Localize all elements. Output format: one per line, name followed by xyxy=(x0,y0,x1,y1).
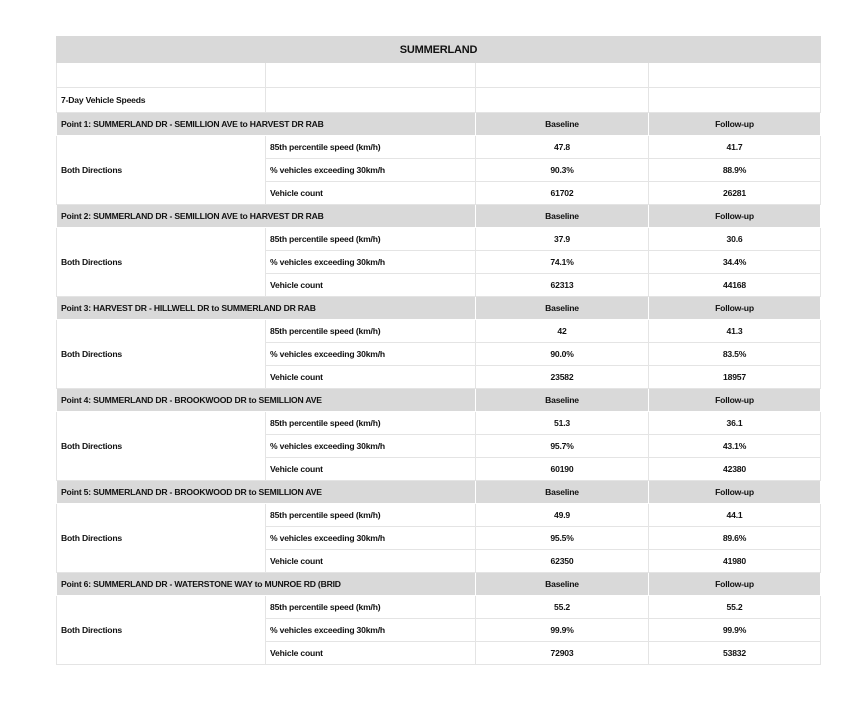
empty-cell xyxy=(476,63,649,88)
follow-up-value: 18957 xyxy=(649,366,821,389)
follow-up-header: Follow-up xyxy=(649,297,821,320)
section-name: Point 2: SUMMERLAND DR - SEMILLION AVE to HARVEST DR RAB xyxy=(57,205,476,228)
section-name: Point 1: SUMMERLAND DR - SEMILLION AVE to HARVEST DR RAB xyxy=(57,113,476,136)
metric-label: % vehicles exceeding 30km/h xyxy=(266,435,476,458)
follow-up-value: 26281 xyxy=(649,182,821,205)
table-title: SUMMERLAND xyxy=(57,37,821,63)
section-header-row xyxy=(57,481,821,504)
follow-up-header: Follow-up xyxy=(649,481,821,504)
follow-up-header: Follow-up xyxy=(649,205,821,228)
table-row xyxy=(57,504,821,527)
direction-label: Both Directions xyxy=(57,412,266,481)
follow-up-value: 44.1 xyxy=(649,504,821,527)
section-header-row xyxy=(57,297,821,320)
direction-label: Both Directions xyxy=(57,320,266,389)
metric-label: Vehicle count xyxy=(266,550,476,573)
baseline-value: 55.2 xyxy=(476,596,649,619)
metric-label: Vehicle count xyxy=(266,182,476,205)
table-row xyxy=(57,320,821,343)
baseline-value: 23582 xyxy=(476,366,649,389)
baseline-value: 37.9 xyxy=(476,228,649,251)
baseline-header: Baseline xyxy=(476,297,649,320)
section-name: Point 5: SUMMERLAND DR - BROOKWOOD DR to SEMILLION AVE xyxy=(57,481,476,504)
metric-label: % vehicles exceeding 30km/h xyxy=(266,159,476,182)
baseline-value: 95.7% xyxy=(476,435,649,458)
baseline-header: Baseline xyxy=(476,481,649,504)
direction-label: Both Directions xyxy=(57,596,266,665)
metric-label: % vehicles exceeding 30km/h xyxy=(266,251,476,274)
follow-up-header: Follow-up xyxy=(649,389,821,412)
direction-label: Both Directions xyxy=(57,136,266,205)
metric-label: 85th percentile speed (km/h) xyxy=(266,320,476,343)
table-row xyxy=(57,596,821,619)
follow-up-value: 43.1% xyxy=(649,435,821,458)
title-row xyxy=(57,37,821,63)
metric-label: % vehicles exceeding 30km/h xyxy=(266,527,476,550)
baseline-value: 74.1% xyxy=(476,251,649,274)
follow-up-value: 44168 xyxy=(649,274,821,297)
metric-label: 85th percentile speed (km/h) xyxy=(266,136,476,159)
baseline-header: Baseline xyxy=(476,573,649,596)
section-header-row xyxy=(57,113,821,136)
baseline-value: 72903 xyxy=(476,642,649,665)
baseline-value: 90.3% xyxy=(476,159,649,182)
metric-label: 85th percentile speed (km/h) xyxy=(266,596,476,619)
section-name: Point 4: SUMMERLAND DR - BROOKWOOD DR to SEMILLION AVE xyxy=(57,389,476,412)
empty-cell xyxy=(266,63,476,88)
blank-row xyxy=(57,63,821,88)
metric-label: % vehicles exceeding 30km/h xyxy=(266,619,476,642)
subtitle-row xyxy=(57,88,821,113)
metric-label: 85th percentile speed (km/h) xyxy=(266,228,476,251)
follow-up-value: 89.6% xyxy=(649,527,821,550)
table-row xyxy=(57,228,821,251)
metric-label: % vehicles exceeding 30km/h xyxy=(266,343,476,366)
baseline-value: 61702 xyxy=(476,182,649,205)
baseline-value: 62313 xyxy=(476,274,649,297)
baseline-value: 62350 xyxy=(476,550,649,573)
metric-label: Vehicle count xyxy=(266,642,476,665)
metric-label: Vehicle count xyxy=(266,366,476,389)
section-header-row xyxy=(57,573,821,596)
metric-label: 85th percentile speed (km/h) xyxy=(266,412,476,435)
baseline-value: 51.3 xyxy=(476,412,649,435)
empty-cell xyxy=(266,88,476,113)
section-header-row xyxy=(57,389,821,412)
follow-up-value: 41.3 xyxy=(649,320,821,343)
speed-table xyxy=(56,36,821,665)
follow-up-value: 55.2 xyxy=(649,596,821,619)
table-row xyxy=(57,412,821,435)
baseline-value: 60190 xyxy=(476,458,649,481)
baseline-value: 99.9% xyxy=(476,619,649,642)
follow-up-header: Follow-up xyxy=(649,573,821,596)
baseline-value: 49.9 xyxy=(476,504,649,527)
baseline-header: Baseline xyxy=(476,113,649,136)
empty-cell xyxy=(57,63,266,88)
empty-cell xyxy=(649,88,821,113)
follow-up-value: 36.1 xyxy=(649,412,821,435)
table-row xyxy=(57,136,821,159)
follow-up-value: 41.7 xyxy=(649,136,821,159)
baseline-value: 42 xyxy=(476,320,649,343)
follow-up-header: Follow-up xyxy=(649,113,821,136)
metric-label: 85th percentile speed (km/h) xyxy=(266,504,476,527)
follow-up-value: 30.6 xyxy=(649,228,821,251)
follow-up-value: 88.9% xyxy=(649,159,821,182)
follow-up-value: 83.5% xyxy=(649,343,821,366)
metric-label: Vehicle count xyxy=(266,274,476,297)
baseline-value: 90.0% xyxy=(476,343,649,366)
follow-up-value: 41980 xyxy=(649,550,821,573)
empty-cell xyxy=(476,88,649,113)
baseline-header: Baseline xyxy=(476,205,649,228)
section-name: Point 3: HARVEST DR - HILLWELL DR to SUMMERLAND DR RAB xyxy=(57,297,476,320)
subtitle: 7-Day Vehicle Speeds xyxy=(57,88,266,113)
empty-cell xyxy=(649,63,821,88)
baseline-value: 95.5% xyxy=(476,527,649,550)
follow-up-value: 34.4% xyxy=(649,251,821,274)
follow-up-value: 99.9% xyxy=(649,619,821,642)
direction-label: Both Directions xyxy=(57,504,266,573)
baseline-value: 47.8 xyxy=(476,136,649,159)
baseline-header: Baseline xyxy=(476,389,649,412)
follow-up-value: 42380 xyxy=(649,458,821,481)
section-name: Point 6: SUMMERLAND DR - WATERSTONE WAY to MUNROE RD (BRID xyxy=(57,573,476,596)
metric-label: Vehicle count xyxy=(266,458,476,481)
direction-label: Both Directions xyxy=(57,228,266,297)
section-header-row xyxy=(57,205,821,228)
follow-up-value: 53832 xyxy=(649,642,821,665)
